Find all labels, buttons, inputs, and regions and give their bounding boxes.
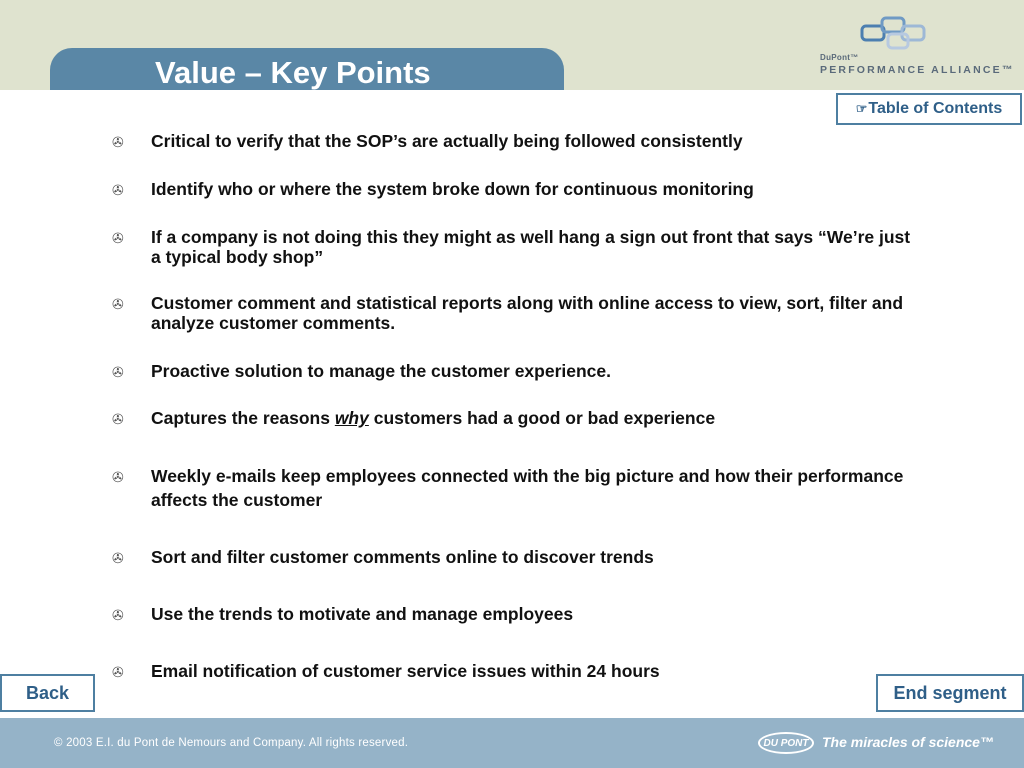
- end-segment-button[interactable]: End segment: [876, 674, 1024, 712]
- bullet-text: If a company is not doing this they might as well hang a sign out front that says “We’re just a typical body shop”: [151, 227, 911, 267]
- emphasis-why: why: [334, 408, 369, 428]
- bullet-text: Critical to verify that the SOP’s are actually being followed consistently: [151, 131, 743, 151]
- logo-mark-icon: [860, 16, 938, 52]
- logo-brand: DuPont™: [820, 53, 859, 62]
- bullet-marker-icon: ✇: [112, 134, 124, 150]
- bullet-text: Proactive solution to manage the customer experience.: [151, 361, 611, 381]
- bullet-marker-icon: ✇: [112, 364, 124, 380]
- bullet-text: Customer comment and statistical reports along with online access to view, sort, filter and analyze customer comments.: [151, 293, 904, 333]
- bullet-marker-icon: ✇: [112, 296, 124, 312]
- bullet-text: Identify who or where the system broke down for continuous monitoring: [151, 179, 754, 199]
- bullet-marker-icon: ✇: [112, 230, 124, 246]
- back-button[interactable]: Back: [0, 674, 95, 712]
- table-of-contents-button[interactable]: [836, 93, 1022, 125]
- table-of-contents-label: Table of Contents: [868, 100, 1003, 117]
- bullet-marker-icon: ✇: [112, 607, 124, 623]
- bullet-text-suffix: customers had a good or bad experience: [368, 408, 716, 428]
- bullet-text: Use the trends to motivate and manage employees: [151, 604, 574, 624]
- bullet-text: Email notification of customer service issues within 24 hours: [151, 661, 660, 681]
- tagline: The miracles of science™: [822, 734, 994, 750]
- logo-name: PERFORMANCE ALLIANCE™: [820, 64, 1015, 76]
- bullet-marker-icon: ✇: [112, 550, 124, 566]
- bullet-marker-icon: ✇: [112, 469, 124, 485]
- bullet-text: [151, 408, 911, 428]
- dupont-logo-icon: DU PONT: [758, 732, 814, 754]
- bullet-marker-icon: ✇: [112, 182, 124, 198]
- performance-alliance-logo: [818, 16, 1015, 80]
- bullet-marker-icon: ✇: [112, 664, 124, 680]
- bullet-marker-icon: ✇: [112, 411, 124, 427]
- bullet-text: Weekly e-mails keep employees connected with the big picture and how their performance affects the customer: [151, 466, 904, 510]
- bullet-text-prefix: Captures the reasons: [151, 408, 335, 428]
- footer: [0, 718, 1024, 768]
- pointing-hand-icon: ☞: [855, 101, 868, 116]
- copyright-text: © 2003 E.I. du Pont de Nemours and Company. All rights reserved.: [54, 737, 409, 749]
- bullet-text: Sort and filter customer comments online to discover trends: [151, 547, 654, 567]
- page-title: Value – Key Points: [155, 55, 431, 90]
